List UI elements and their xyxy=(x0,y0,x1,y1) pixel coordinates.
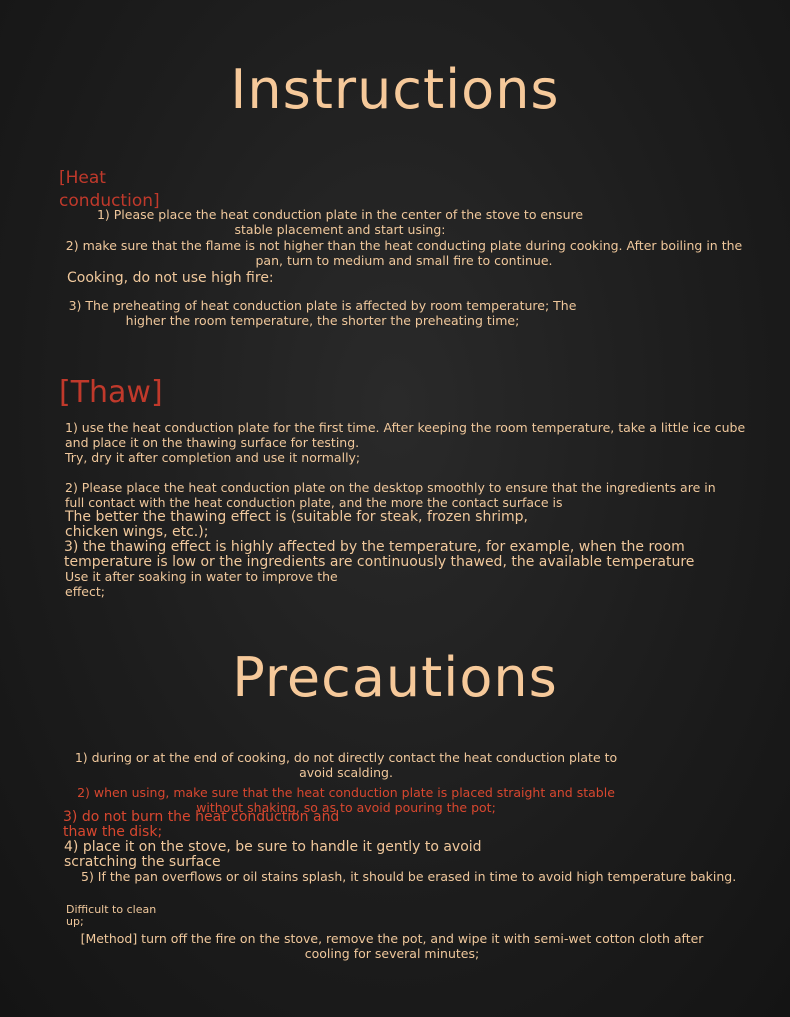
precaution-5b: Difficult to clean up; xyxy=(66,903,157,928)
precaution-3: 3) do not burn the heat conduction and thaw the disk; xyxy=(63,809,340,840)
heat-instruction-1: 1) Please place the heat conduction plate in the center of the stove to ensure stable placement and start using: xyxy=(96,207,584,237)
heat-instruction-3: 3) The preheating of heat conduction plate is affected by room temperature; The higher the room temperature, the shorter the preheating time; xyxy=(68,298,577,328)
precautions-title: Precautions xyxy=(232,646,558,709)
thaw-instruction-3: 3) the thawing effect is highly affected by the temperature, for example, when the room temperature is low or the ingredients are continuously thawed, the available temperature xyxy=(64,539,695,570)
thaw-instruction-2b: The better the thawing effect is (suitable for steak, frozen shrimp, chicken wings, etc.); xyxy=(65,509,528,540)
thaw-instruction-2: 2) Please place the heat conduction plate on the desktop smoothly to ensure that the ingredients are in full contact with the heat conduction plate, and the more the contact surface is xyxy=(65,480,716,510)
thaw-instruction-3b: Use it after soaking in water to improve the effect; xyxy=(65,569,338,599)
precaution-2: 2) when using, make sure that the heat conduction plate is placed straight and stable without shaking, so as to avoid pouring the pot; xyxy=(77,785,615,815)
thaw-instruction-1b: Try, dry it after completion and use it normally; xyxy=(65,450,361,465)
method-note: [Method] turn off the fire on the stove, remove the pot, and wipe it with semi-wet cotton cloth after cooling for several minutes; xyxy=(80,931,704,961)
heat-instruction-2: 2) make sure that the flame is not higher than the heat conducting plate during cooking. After boiling in the pan, turn to medium and small fire to continue. xyxy=(65,238,743,268)
precaution-4: 4) place it on the stove, be sure to handle it gently to avoid scratching the surface xyxy=(64,839,482,870)
precaution-1: 1) during or at the end of cooking, do not directly contact the heat conduction plate to avoid scalding. xyxy=(74,750,618,780)
precaution-5: 5) If the pan overflows or oil stains splash, it should be erased in time to avoid high temperature baking. xyxy=(81,869,737,884)
heat-conduction-heading: [Heat conduction] xyxy=(59,168,160,211)
thaw-heading: [Thaw] xyxy=(59,375,163,410)
thaw-instruction-1: 1) use the heat conduction plate for the first time. After keeping the room temperature, take a little ice cube and place it on the thawing surface for testing. xyxy=(65,420,746,450)
instructions-title: Instructions xyxy=(230,58,560,121)
heat-instruction-note: Cooking, do not use high fire: xyxy=(67,270,274,286)
